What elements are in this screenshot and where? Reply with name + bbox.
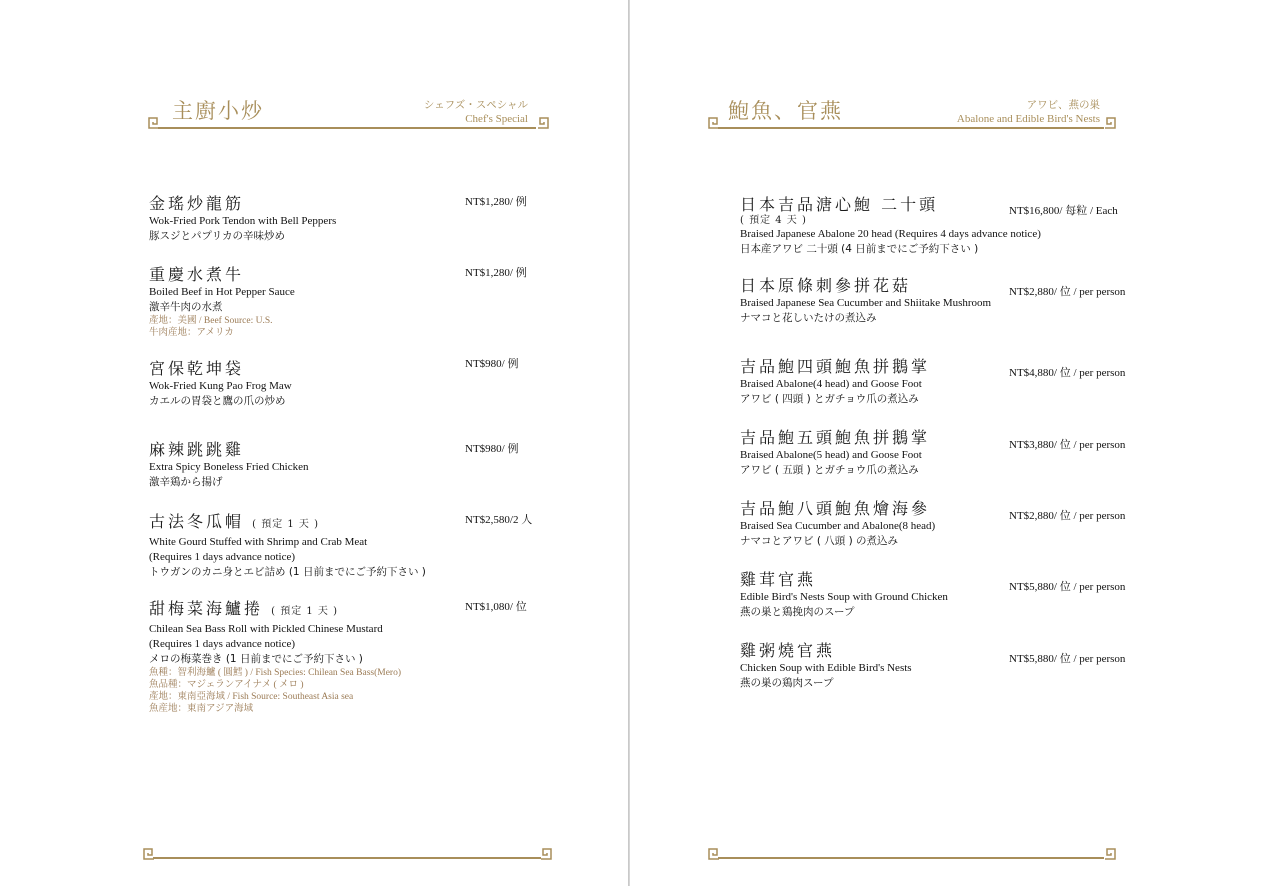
item-price: NT$5,880/ 位 / per person: [1009, 653, 1126, 665]
item-name-cn: 吉品鮑八頭鮑魚燴海參: [740, 499, 931, 518]
item-name-ja: 激辛鶏から揚げ: [149, 476, 223, 488]
item-name-cn: 日本吉品溏心鮑 二十頭: [740, 195, 939, 214]
menu-item: [740, 641, 912, 691]
item-name-en: Braised Abalone(4 head) and Goose Foot: [740, 378, 922, 390]
fret-corner-icon: [537, 117, 549, 129]
item-name-en: Braised Japanese Sea Cucumber and Shiitake Mushroom: [740, 297, 992, 309]
section-subtitle: [957, 98, 1100, 126]
section-title: 主廚小炒: [172, 99, 264, 123]
item-name-en: White Gourd Stuffed with Shrimp and Crab Meat: [149, 536, 368, 548]
section-title: 鮑魚、官燕: [728, 99, 843, 123]
item-name-cn: 雞粥燒官燕: [740, 641, 836, 660]
advance-note: ( 預定 4 天 ): [740, 215, 807, 226]
item-name-ja: アワビ ( 四頭 ) とガチョウ爪の煮込み: [740, 393, 919, 405]
item-name-en: Chilean Sea Bass Roll with Pickled Chinese Mustard: [149, 623, 383, 635]
item-name-ja: 激辛牛肉の水煮: [149, 301, 223, 313]
item-name-ja: ナマコとアワビ ( 八頭 ) の煮込み: [740, 535, 899, 547]
item-advance-en: (Requires 1 days advance notice): [149, 638, 295, 650]
menu-item: [740, 357, 930, 407]
left-menu-page: [0, 0, 629, 886]
item-origin: 產地：美國 / Beef Source: U.S.: [149, 316, 273, 326]
item-name-en: Wok-Fried Pork Tendon with Bell Peppers: [149, 215, 337, 227]
item-origin: 魚品種：マジェランアイナメ ( メロ ): [149, 680, 304, 690]
item-name-ja: 豚スジとパプリカの辛味炒め: [149, 230, 285, 242]
menu-item: [149, 440, 308, 490]
item-origin: 產地：東南亞海域 / Fish Source: Southeast Asia sea: [149, 692, 354, 702]
item-name-ja: 日本産アワビ 二十頭 (4 日前までにご予約下さい ): [740, 243, 979, 255]
item-name-ja: 燕の巣と鶏挽肉のスープ: [740, 606, 855, 618]
item-price: NT$4,880/ 位 / per person: [1009, 367, 1126, 379]
item-name-ja: カエルの胃袋と鷹の爪の炒め: [149, 395, 286, 407]
item-name-cn: [149, 599, 401, 622]
item-name-en: Braised Abalone(5 head) and Goose Foot: [740, 449, 922, 461]
item-price: NT$1,280/ 例: [465, 267, 527, 279]
item-name-en: Edible Bird's Nests Soup with Ground Chicken: [740, 591, 948, 603]
item-name-en: Braised Sea Cucumber and Abalone(8 head): [740, 520, 936, 532]
header-rule: [718, 127, 1104, 129]
item-name-en: Chicken Soup with Edible Bird's Nests: [740, 662, 912, 674]
menu-item: [740, 499, 935, 549]
item-name-en: Extra Spicy Boneless Fried Chicken: [149, 461, 309, 473]
fret-corner-icon: [540, 848, 552, 860]
section-subtitle: [424, 98, 528, 126]
item-origin: 魚産地：東南アジア海域: [149, 704, 254, 714]
footer-rule: [718, 857, 1104, 859]
item-name-cn: 麻辣跳跳雞: [149, 440, 245, 459]
item-price: NT$1,080/ 位: [465, 601, 527, 613]
item-name-ja: 燕の巣の鶏肉スープ: [740, 677, 834, 689]
item-origin: 魚種：智利海鱸 ( 圓鱈 ) / Fish Species: Chilean Sea Bass(Mero): [149, 668, 401, 678]
fret-corner-icon: [1104, 848, 1116, 860]
item-price: NT$2,880/ 位 / per person: [1009, 510, 1126, 522]
item-name-cn: 重慶水煮牛: [149, 265, 245, 284]
item-name-en: Boiled Beef in Hot Pepper Sauce: [149, 286, 295, 298]
footer-rule: [153, 857, 541, 859]
item-price: NT$16,800/ 每粒 / Each: [1009, 205, 1118, 217]
item-origin: 牛肉産地：アメリカ: [149, 328, 234, 338]
section-subtitle-ja: アワビ、燕の巣: [1026, 99, 1100, 111]
item-price: NT$5,880/ 位 / per person: [1009, 581, 1126, 593]
item-name-cn: 日本原條刺參拼花菇: [740, 276, 912, 295]
advance-note: ( 預定 1 天 ): [271, 606, 338, 617]
item-name-cn: 雞茸官燕: [740, 570, 817, 589]
item-name-cn-text: 甜梅菜海鱸捲: [149, 599, 264, 618]
right-menu-page: [629, 0, 1261, 886]
item-name-cn: 吉品鮑四頭鮑魚拼鵝掌: [740, 357, 931, 376]
item-name-cn: 金瑤炒龍筋: [149, 194, 245, 213]
item-name-cn: [149, 512, 426, 535]
item-name-ja: アワビ ( 五頭 ) とガチョウ爪の煮込み: [740, 464, 919, 476]
item-name-en: Braised Japanese Abalone 20 head (Requires 4 days advance notice): [740, 228, 1041, 240]
item-price: NT$980/ 例: [465, 358, 519, 370]
item-price: NT$3,880/ 位 / per person: [1009, 439, 1126, 451]
item-name-cn: 吉品鮑五頭鮑魚拼鵝掌: [740, 428, 931, 447]
item-name-en: Wok-Fried Kung Pao Frog Maw: [149, 380, 292, 392]
item-name-ja: ナマコと花しいたけの煮込み: [740, 312, 877, 324]
menu-item: [149, 359, 292, 409]
menu-item: [740, 195, 1041, 257]
menu-item: [149, 194, 336, 244]
menu-item: [149, 512, 426, 580]
item-name-ja: トウガンのカニ身とエビ詰め (1 日前までにご予約下さい ): [149, 566, 426, 578]
menu-item: [740, 276, 991, 326]
section-subtitle-ja: シェフズ・スペシャル: [423, 99, 528, 111]
item-price: NT$1,280/ 例: [465, 196, 527, 208]
menu-item: [149, 265, 295, 339]
fret-corner-icon: [1104, 117, 1116, 129]
menu-item: [740, 428, 930, 478]
item-name-ja: メロの梅菜巻き (1 日前までにご予約下さい ): [149, 653, 363, 665]
item-price: NT$2,880/ 位 / per person: [1009, 286, 1126, 298]
item-name-cn-text: 古法冬瓜帽: [149, 512, 245, 531]
item-price: NT$980/ 例: [465, 443, 519, 455]
advance-note: ( 預定 1 天 ): [252, 519, 319, 530]
menu-item: [740, 570, 948, 620]
item-advance-en: (Requires 1 days advance notice): [149, 551, 295, 563]
header-rule: [158, 127, 536, 129]
section-subtitle-en: Chef's Special: [465, 113, 528, 125]
section-subtitle-en: Abalone and Edible Bird's Nests: [956, 113, 1100, 125]
menu-item: [149, 599, 401, 715]
item-price: NT$2,580/2 人: [465, 514, 533, 526]
item-name-cn: 宮保乾坤袋: [149, 359, 245, 378]
